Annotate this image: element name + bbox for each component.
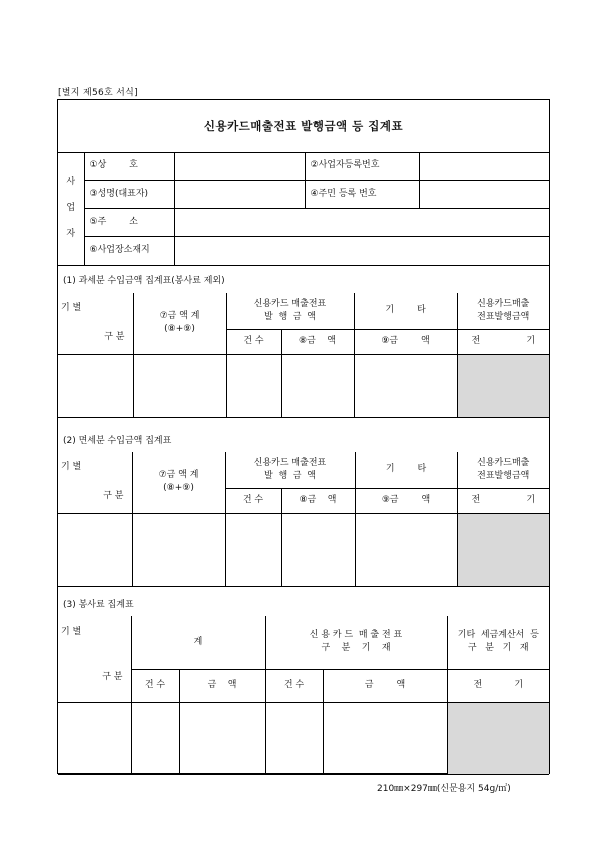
section2-count-cell[interactable]: [225, 513, 281, 586]
section2-shaded-cell: [457, 513, 549, 586]
section2-amount8-header: ⑧금 액: [281, 488, 355, 513]
section2-title: (2) 면세분 수입금액 집계표: [63, 436, 172, 446]
section3-shaded-cell: [447, 702, 549, 774]
section2-table: [58, 452, 549, 587]
trade-name-field[interactable]: [174, 152, 305, 180]
section3-period-cell[interactable]: [58, 702, 131, 774]
section1-count-header: 건 수: [226, 329, 281, 354]
section3-card-amount-header: 금 액: [323, 669, 447, 702]
section1-diag-header: 구 분 기 별: [58, 293, 133, 354]
section1-period-cell[interactable]: [58, 354, 133, 417]
section1-amount9-cell[interactable]: [354, 354, 457, 417]
section3-amount-cell[interactable]: [179, 702, 265, 774]
section1-shaded-cell: [457, 354, 549, 417]
section2-period-header: 전 기: [457, 488, 549, 513]
business-side-label: 사 업 자: [58, 152, 84, 265]
section3-card-amount-cell[interactable]: [323, 702, 447, 774]
section1-issued-header: 신용카드매출 전표발행금액: [457, 293, 549, 329]
reg-no-label: ②사업자등록번호: [305, 152, 419, 180]
resident-no-label: ④주민 등록 번호: [305, 180, 419, 208]
section2-total-cell[interactable]: [132, 513, 225, 586]
place-label: ⑥사업장소재지: [84, 236, 174, 265]
address-label: ⑤주 소: [84, 208, 174, 236]
section1-amount8-cell[interactable]: [281, 354, 354, 417]
representative-label: ③성명(대표자): [84, 180, 174, 208]
form-number: [별지 제56호 서식]: [58, 88, 138, 98]
representative-field[interactable]: [174, 180, 305, 208]
form-frame: [57, 99, 550, 774]
section1-count-cell[interactable]: [226, 354, 281, 417]
business-info-table: [58, 152, 549, 266]
paper-spec: 210㎜×297㎜(신문용지 54g/㎡): [377, 784, 511, 794]
section3-card-count-cell[interactable]: [265, 702, 323, 774]
section2-diag-header: 구 분 기 별: [58, 452, 132, 513]
section2-other-header: 기 타: [355, 452, 457, 488]
resident-no-field[interactable]: [419, 180, 549, 208]
section3-total-header: 계: [131, 616, 265, 669]
place-field[interactable]: [174, 236, 549, 265]
section2-count-header: 건 수: [225, 488, 281, 513]
section2-amount9-cell[interactable]: [355, 513, 457, 586]
section2-amount8-cell[interactable]: [281, 513, 355, 586]
section2-period-cell[interactable]: [58, 513, 132, 586]
section1-amount8-header: ⑧금 액: [281, 329, 354, 354]
section2-issued-header: 신용카드매출 전표발행금액: [457, 452, 549, 488]
section1-card-header: 신용카드 매출전표 발 행 금 액: [226, 293, 354, 329]
section3-period-header: 전 기: [447, 669, 549, 702]
section1-table: [58, 293, 549, 418]
section1-total-cell[interactable]: [133, 354, 226, 417]
section3-card-header: 신 용 카 드 매 출 전 표 구 분 기 재: [265, 616, 447, 669]
section3-card-count-header: 건 수: [265, 669, 323, 702]
section2-total-header: ⑦금 액 계 (⑧+⑨): [132, 452, 225, 513]
section3-count-cell[interactable]: [131, 702, 179, 774]
address-field[interactable]: [174, 208, 549, 236]
section2-amount9-header: ⑨금 액: [355, 488, 457, 513]
section1-amount9-header: ⑨금 액: [354, 329, 457, 354]
section3-count-header: 건 수: [131, 669, 179, 702]
section3-amount-header: 금 액: [179, 669, 265, 702]
section1-other-header: 기 타: [354, 293, 457, 329]
section2-card-header: 신용카드 매출전표 발 행 금 액: [225, 452, 355, 488]
section3-table: [58, 616, 549, 775]
section3-diag-header: 구 분 기 별: [58, 616, 131, 702]
section1-total-header: ⑦금 액 계 (⑧+⑨): [133, 293, 226, 354]
section3-title: (3) 봉사료 집계표: [63, 600, 134, 610]
trade-name-label: ①상 호: [84, 152, 174, 180]
form-title: 신용카드매출전표 발행금액 등 집계표: [58, 100, 549, 153]
section3-other-header: 기타 세금계산서 등 구 분 기 재: [447, 616, 549, 669]
section1-period-header: 전 기: [457, 329, 549, 354]
reg-no-field[interactable]: [419, 152, 549, 180]
section1-title: (1) 과세분 수입금액 집계표(봉사료 제외): [63, 276, 225, 286]
